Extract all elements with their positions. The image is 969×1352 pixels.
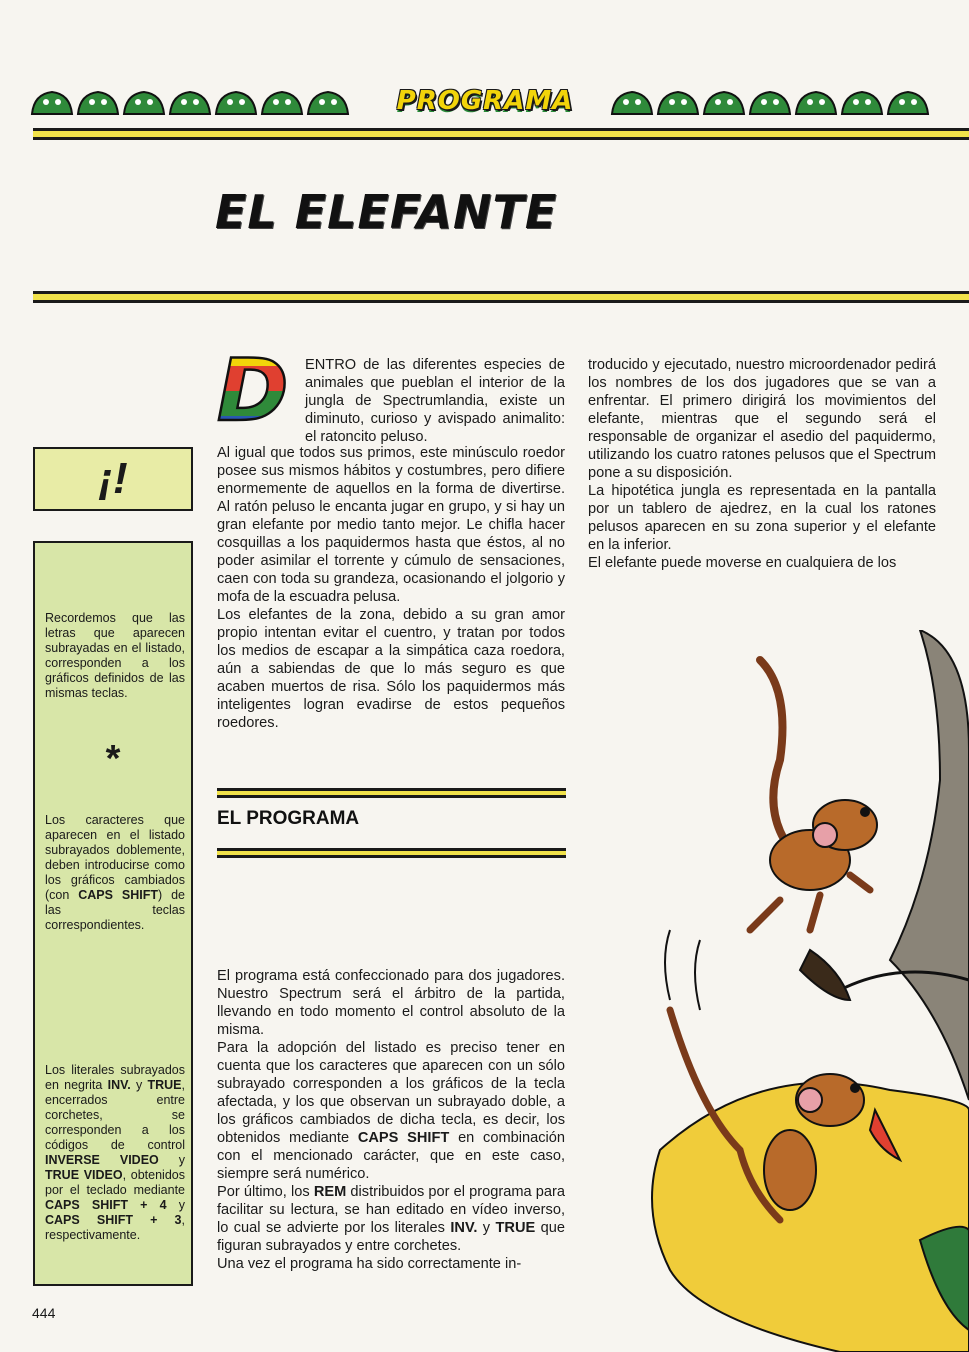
- col2-paragraph-2: La hipotética jungla es representada en la pantalla por un tablero de ajedrez, en la cual los ratones pelusos aparecen en su zona superior y el elefante en la inferior.: [588, 483, 936, 553]
- program-column: [217, 967, 565, 1273]
- subhead-rule-top: [217, 788, 566, 798]
- column-2: [588, 356, 936, 572]
- header-banner: [0, 80, 969, 130]
- program-paragraph-3: Por último, los REM distribuidos por el programa para facilitar su lectura, se han editado en vídeo inverso, lo cual se advierte por los literales INV. y TRUE que figuran subrayados y entre corchetes.: [217, 1184, 565, 1254]
- green-creature-icon: [168, 86, 212, 116]
- svg-text:D: D: [217, 346, 289, 426]
- mice-and-elephant-illustration: [640, 630, 969, 1352]
- sidebar-note-1: Recordemos que las letras que aparecen subrayadas en el listado, corresponden a los gráficos definidos de las mismas teclas.: [45, 611, 185, 700]
- sidebar-heading: ¡!: [33, 447, 193, 511]
- col2-paragraph-1: troducido y ejecutado, nuestro microordenador pedirá los nombres de los dos jugadores que se van a enfrentar. El primero dirigirá los movimientos del elefante, mientras que el segundo será el responsable de organizar el asedio del paquidermo, utilizando los cuatro ratones pelusos que el Spectrum pone a su disposición.: [588, 357, 936, 481]
- green-creature-icon: [840, 86, 884, 116]
- program-paragraph-2: Para la adopción del listado es preciso tener en cuenta que los caracteres que aparecen con un sólo subrayado corresponden a los gráficos de la tecla afectada, y los que observan un subrayado doble, a los gráficos cambiados de dicha tecla, es decir, los obtenidos mediante CAPS SHIFT en combinación con el mencionado carácter, que en este caso, siempre será numérico.: [217, 1040, 565, 1182]
- green-creature-icon: [122, 86, 166, 116]
- green-creature-icon: [214, 86, 258, 116]
- subhead-rule-bottom: [217, 848, 566, 858]
- green-creature-icon: [610, 86, 654, 116]
- program-paragraph-4: Una vez el programa ha sido correctamente in-: [217, 1256, 522, 1272]
- paragraph-3: Los elefantes de la zona, debido a su gran amor propio intentan evitar el cuentro, y tratan por todos los medios de escapar a la simpática caza roedora, aún a sabiendas de que lo más seguro es que acaben muertos de risa. Sólo los paquidermos más inteligentes logran evadirse de estos pequeños roedores.: [217, 607, 565, 731]
- title-rule: [33, 291, 969, 303]
- green-creature-icon: [886, 86, 930, 116]
- green-creature-icon: [702, 86, 746, 116]
- paragraph-2: Al igual que todos sus primos, este minúsculo roedor posee sus mismos hábitos y costumbres, pero difiere enormemente de aquellos en la forma de divertirse. Al ratón peluso le encanta jugar en grupo, y si hay un gran elefante por medio tanto mejor. Le chifla hacer cosquillas a los paquidermos hasta que éstos, al no poder asimilar el torrente y cúmulo de sensaciones, caen con toda su grandeza, ocasionando el jolgorio y mofa de la escuadra pelusa.: [217, 445, 565, 605]
- green-creature-icon: [794, 86, 838, 116]
- column-1: [217, 444, 565, 732]
- header-rule: [33, 128, 969, 140]
- drop-cap: [215, 346, 293, 426]
- sidebar-note-2: Los caracteres que aparecen en el listado subrayados doblemente, deben introducirse como los gráficos cambiados (con CAPS SHIFT) de las teclas correspondientes.: [45, 813, 186, 932]
- col2-paragraph-3: El elefante puede moverse en cualquiera de los: [588, 555, 897, 571]
- asterisk-icon: *: [105, 738, 121, 780]
- creature-row-left: [30, 86, 350, 116]
- creature-row-right: [610, 86, 930, 116]
- green-creature-icon: [306, 86, 350, 116]
- green-creature-icon: [30, 86, 74, 116]
- sidebar-note-3: Los literales subrayados en negrita INV. y TRUE, encerrados entre corchetes, se corresponden a los códigos de control INVERSE VIDEO y TRUE VIDEO, obtenidos por el teclado mediante CAPS SHIFT + 4 y CAPS SHIFT + 3, respectivamente.: [45, 1063, 185, 1242]
- intro-paragraph-1: ENTRO de las diferentes especies de animales que pueblan el interior de la jungla de Spectrumlandia, existe un diminuto, curioso y avispado animalito: el ratoncito peluso.: [305, 357, 565, 445]
- program-paragraph-1: El programa está confeccionado para dos jugadores. Nuestro Spectrum será el árbitro de la partida, llevando en todo momento el control absoluto de la misma.: [217, 968, 565, 1038]
- intro-lines: [305, 356, 565, 446]
- banner-title: PROGRAMA: [396, 86, 574, 116]
- green-creature-icon: [656, 86, 700, 116]
- article-title: EL ELEFANTE: [215, 185, 558, 239]
- section-heading: EL PROGRAMA: [217, 808, 360, 829]
- green-creature-icon: [748, 86, 792, 116]
- green-creature-icon: [76, 86, 120, 116]
- page-number: 444: [32, 1305, 56, 1321]
- green-creature-icon: [260, 86, 304, 116]
- sidebar-notes: [33, 541, 193, 1286]
